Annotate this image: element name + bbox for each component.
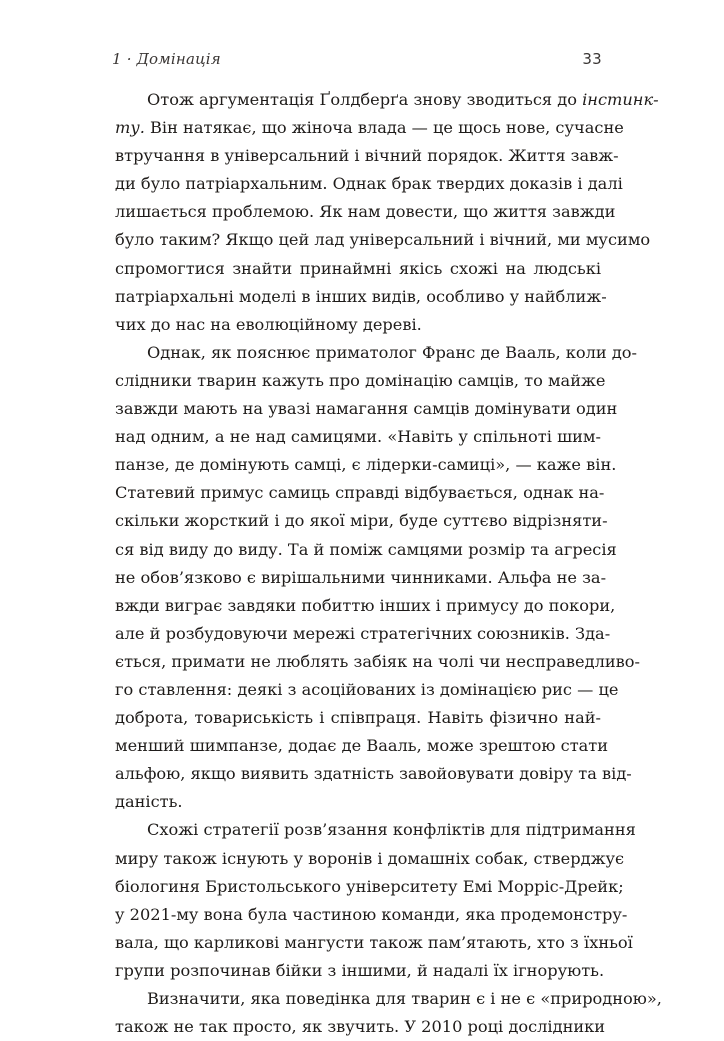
text-line	[115, 845, 625, 873]
text-run: вжди виграє завдяки побиттю інших і примусу до покори,	[115, 595, 616, 615]
text-line	[115, 283, 607, 311]
text-line	[115, 873, 624, 901]
text-line	[115, 507, 608, 535]
text-line	[115, 732, 609, 760]
text-run: панзе, де домінують самці, є лідерки-самиці», — каже він.	[115, 455, 617, 475]
text-line	[115, 676, 619, 704]
text-run: але й розбудовуючи мережі стратегічних союзників. Зда-	[115, 623, 611, 643]
text-line	[115, 226, 651, 254]
text-run: Визначити, яка поведінка для тварин є і не є «природною»,	[147, 989, 662, 1008]
text-run: завжди мають на увазі намагання самців домінувати один	[115, 399, 618, 419]
text-run: миру також існують у воронів і домашніх собак, стверджує	[115, 848, 625, 868]
body-text	[115, 86, 662, 1041]
text-line	[115, 367, 606, 395]
text-run: не обов’язково є вирішальними чинниками. Альфа не за-	[115, 567, 607, 587]
text-run: Схожі стратегії розв’язання конфліктів для підтримання	[147, 820, 636, 840]
text-run: скільки жорсткий і до якої міри, буде суттєво відрізняти-	[115, 511, 608, 531]
text-run: Однак, як пояснює приматолог Франс де Вааль, коли до-	[147, 342, 637, 362]
text-run: го ставлення: деякі з асоційованих із домінацією рис — це	[115, 679, 619, 699]
text-run: ди було патріархальним. Однак брак твердих доказів і далі	[115, 174, 623, 194]
text-run: над одним, а не над самицями. «Навіть у спільноті шим-	[115, 427, 601, 447]
text-run: втручання в універсальний і вічний порядок. Життя завж-	[115, 146, 619, 166]
italic-text-run: ту.	[115, 118, 145, 138]
text-line	[115, 957, 605, 985]
text-run: Отож аргументація Ґолдберґа знову зводиться до	[147, 90, 583, 109]
paragraph	[115, 86, 659, 339]
text-run: чих до нас на еволюційному дереві.	[115, 314, 422, 334]
text-run: даність.	[115, 792, 183, 812]
text-line	[115, 479, 605, 507]
text-run: менший шимпанзе, додає де Вааль, може зрештою стати	[115, 736, 609, 756]
text-run: групи розпочинав бійки з іншими, й надалі їх ігнорують.	[115, 960, 605, 980]
italic-text-run: інстинк-	[582, 90, 659, 109]
paragraph	[115, 816, 636, 985]
text-line	[115, 592, 616, 620]
text-run: біологиня Бристольського університету Емі Морріс-Дрейк;	[115, 876, 624, 896]
text-line	[115, 564, 607, 592]
paragraph	[115, 339, 640, 817]
text-line	[115, 816, 636, 844]
page-number: 33	[582, 50, 602, 68]
text-line	[115, 311, 601, 339]
running-head	[112, 50, 602, 72]
text-run: спромогтися знайти принаймні якісь схожі на людські	[115, 258, 601, 278]
text-run: лишається проблемою. Як нам довести, що життя завжди	[115, 202, 616, 222]
text-line	[115, 114, 624, 142]
text-line	[115, 86, 659, 114]
text-run: слідники тварин кажуть про домінацію самців, то майже	[115, 370, 606, 390]
text-line	[115, 760, 632, 788]
text-line	[115, 704, 601, 732]
text-run: вала, що карликові мангусти також пам’ятають, хто з їхньої	[115, 932, 633, 952]
text-run: ється, примати не люблять забіяк на чолі чи несправедливо-	[115, 651, 640, 671]
text-run: альфою, якщо виявить здатність завойовувати довіру та від-	[115, 764, 632, 784]
text-line	[115, 985, 662, 1013]
text-line	[115, 901, 628, 929]
text-line	[115, 451, 617, 479]
text-line	[115, 1013, 606, 1041]
text-line	[115, 339, 637, 367]
text-line	[115, 648, 640, 676]
text-run: Статевий примус самиць справді відбувається, однак на-	[115, 483, 605, 503]
text-line	[115, 620, 611, 648]
text-line	[115, 788, 601, 816]
text-run: у 2021-му вона була частиною команди, яка продемонстру-	[115, 904, 628, 924]
text-run: ся від виду до виду. Та й поміж самцями розмір та агресія	[115, 539, 617, 559]
text-line	[115, 395, 618, 423]
text-line	[115, 142, 619, 170]
text-run: патріархальні моделі в інших видів, особливо у найближ-	[115, 286, 607, 306]
paragraph	[115, 985, 662, 1041]
text-line	[115, 423, 601, 451]
text-run: було таким? Якщо цей лад універсальний і вічний, ми мусимо	[115, 230, 651, 250]
text-line	[115, 255, 601, 283]
text-line	[115, 536, 617, 564]
text-line	[115, 929, 633, 957]
text-run: також не так просто, як звучить. У 2010 році дослідники	[115, 1017, 606, 1037]
text-line	[115, 198, 616, 226]
text-run: Він натякає, що жіноча влада — це щось нове, сучасне	[144, 118, 624, 138]
chapter-title: 1 · Домінація	[112, 50, 221, 68]
text-run: доброта, товариськість і співпраця. Навіть фізично най-	[115, 708, 601, 728]
text-line	[115, 170, 623, 198]
